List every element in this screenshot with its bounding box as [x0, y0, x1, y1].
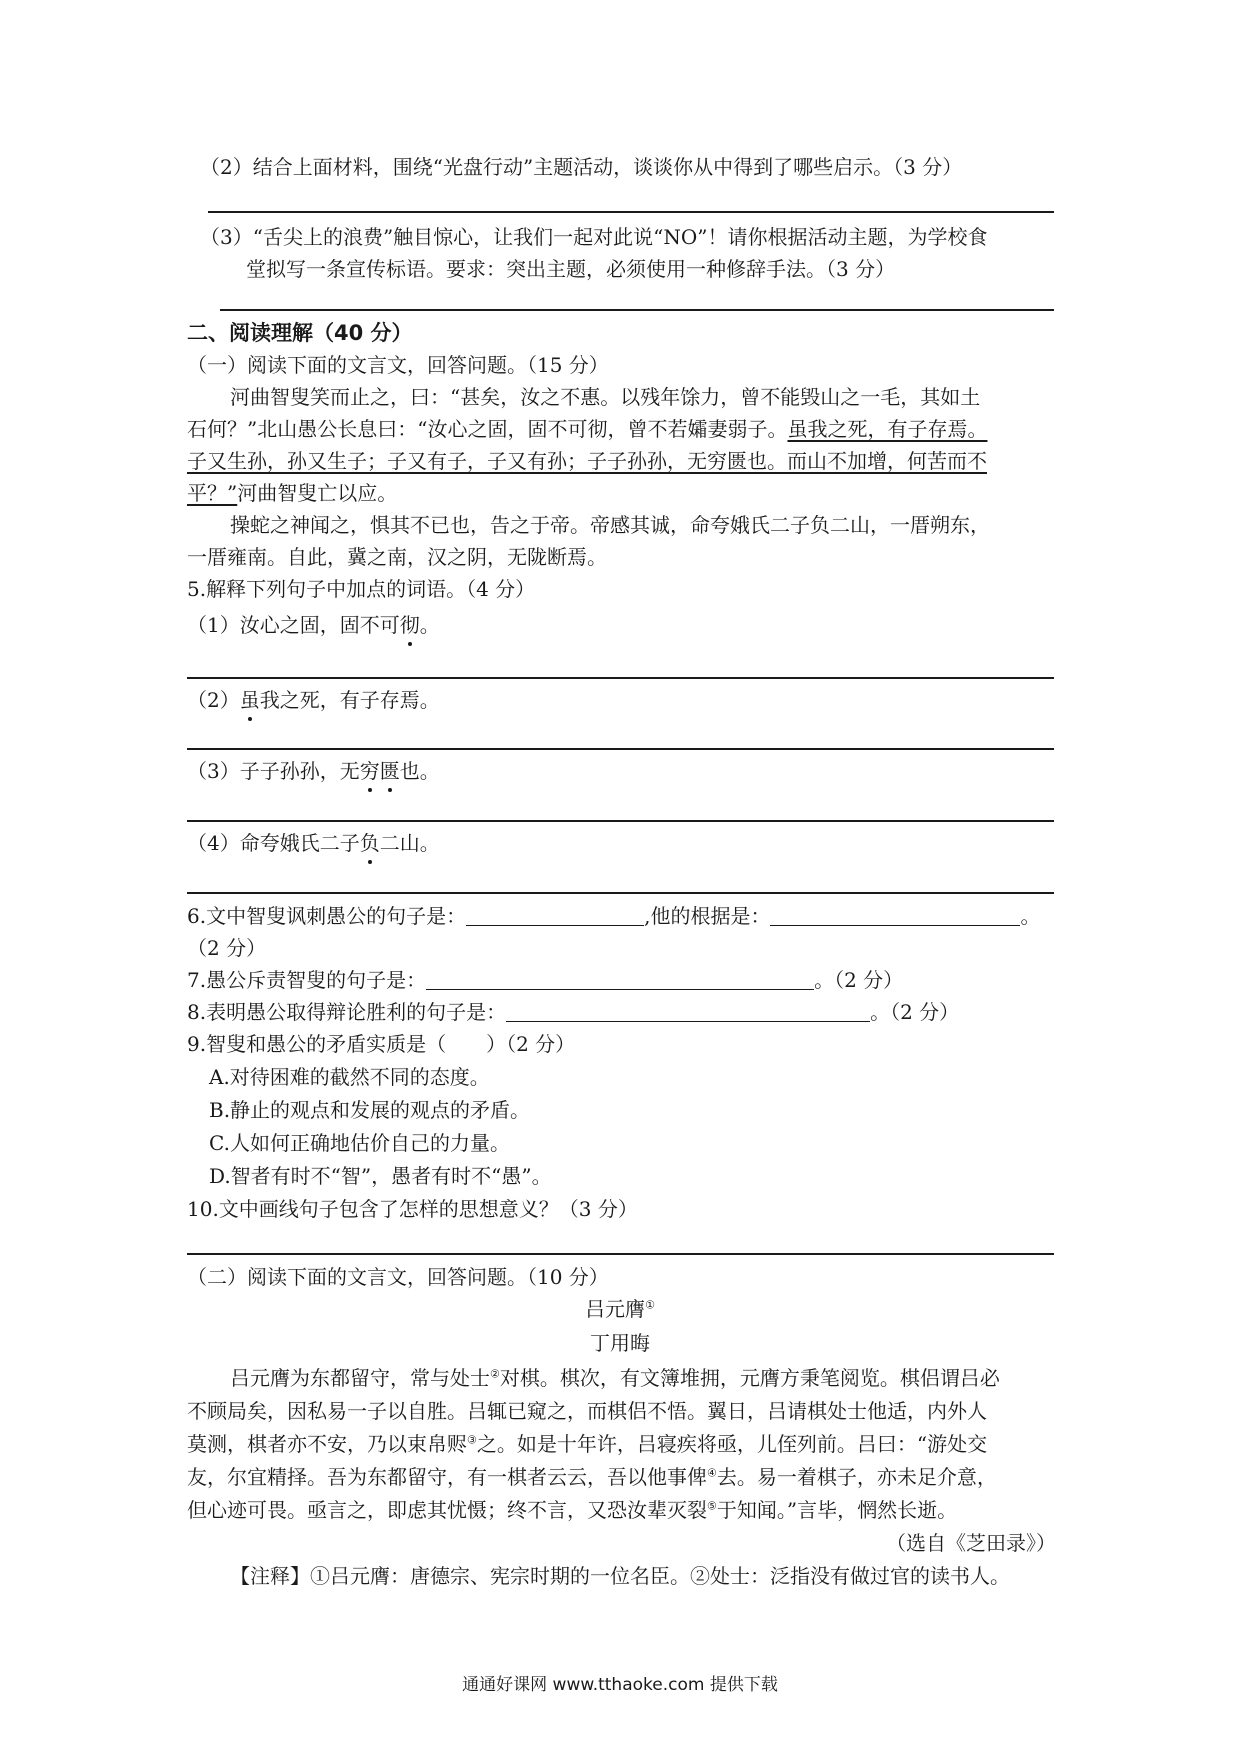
question-2: （2）结合上面材料，围绕“光盘行动”主题活动，谈谈你从中得到了哪些启示。（3 分）: [200, 155, 963, 179]
question-7-text: 7.愚公斥责智叟的句子是：: [187, 968, 427, 992]
passage-1-line-4-text: 河曲智叟亡以应。: [237, 481, 398, 505]
question-6-text: ,他的根据是：: [644, 904, 771, 928]
page-footer: 通通好课网 www.tthaoke.com 提供下载: [462, 1675, 778, 1695]
question-5-item-1: [187, 612, 440, 638]
item-text: （3）子子孙孙，无: [187, 759, 360, 783]
question-5-item-4: [187, 830, 440, 856]
article-title-text: 吕元膺: [585, 1297, 646, 1321]
answer-line-q5-2: [187, 748, 1054, 750]
answer-line-q5-1: [187, 677, 1054, 679]
answer-line-q10: [187, 1253, 1054, 1255]
article-text: 但心迹可畏。亟言之，即虑其忧慑；终不言，又恐汝辈灭裂: [187, 1498, 707, 1522]
item-text: （2）: [187, 688, 240, 712]
answer-line-q2: [208, 211, 1054, 213]
article-line-4: [187, 1464, 997, 1490]
dotted-word: 虽: [239, 688, 260, 712]
answer-blank-q7[interactable]: [426, 971, 814, 990]
question-8: [187, 999, 959, 1025]
article-text: 吕元膺为东都留守，常与处士: [230, 1366, 490, 1390]
dotted-word: 穷: [359, 759, 380, 783]
underlined-sentence-part-3: 平？”: [187, 481, 238, 505]
underlined-sentence-part-1: 虽我之死，有子存焉。: [787, 417, 988, 441]
article-text: 友，尔宜精择。吾为东都留守，有一棋者云云，吾以他事俾: [187, 1465, 707, 1489]
underlined-sentence-part-2: 子又生孙，孙又生子；子又有子，子又有孙；子子孙孙，无穷匮也。而山不加增，何苦而不: [187, 449, 987, 473]
passage-1-line-2-text: 石何？”北山愚公长息曰：“汝心之固，固不可彻，曾不若孀妻弱子。: [187, 417, 788, 441]
item-text: 二山。: [379, 831, 440, 855]
article-line-3: [187, 1431, 987, 1457]
item-text: 也。: [399, 759, 440, 783]
question-6: [187, 903, 1040, 929]
question-5-item-3: [187, 758, 440, 784]
footnote-mark: ③: [467, 1433, 477, 1447]
article-author: 丁用晦: [590, 1331, 650, 1355]
answer-blank-q8[interactable]: [506, 1003, 870, 1022]
passage-2-line-2: 一厝雍南。自此，冀之南，汉之阴，无陇断焉。: [187, 545, 607, 569]
item-text: 我之死，有子存焉。: [259, 688, 440, 712]
article-notes: 【注释】①吕元膺：唐德宗、宪宗时期的一位名臣。②处士：泛指没有做过官的读书人。: [230, 1564, 1010, 1588]
footnote-mark: ①: [645, 1298, 655, 1312]
dotted-word: 彻: [399, 613, 420, 637]
dotted-word: 负: [359, 831, 380, 855]
option-d: D.智者有时不“智”，愚者有时不“愚”。: [209, 1164, 552, 1188]
article-text: 去。易一着棋子，亦未足介意，: [716, 1465, 997, 1489]
passage-1-line-3: [187, 448, 987, 474]
dotted-word: 匮: [379, 759, 400, 783]
answer-blank-q6-a[interactable]: [466, 907, 644, 926]
question-8-text: 。（2 分）: [870, 1000, 960, 1024]
article-line-2: 不顾局矣，因私易一子以自胜。吕辄已窥之，而棋侣不悟。翼日，吕请棋处士他适，内外人: [187, 1399, 987, 1423]
passage-1-line-2: [187, 416, 987, 442]
article-text: 对棋。棋次，有文簿堆拥，元膺方秉笔阅览。棋侣谓吕必: [499, 1366, 1000, 1390]
section-2-heading: 二、阅读理解（40 分）: [187, 321, 413, 345]
article-text: 之。如是十年许，吕寝疾将亟，儿侄列前。吕曰：“游处交: [476, 1432, 988, 1456]
question-5-item-2: [187, 687, 440, 713]
answer-line-q5-4: [187, 892, 1054, 894]
question-9-title: 9.智叟和愚公的矛盾实质是（ ）（2 分）: [187, 1032, 576, 1056]
question-6-score: （2 分）: [187, 936, 267, 960]
option-a: A.对待困难的截然不同的态度。: [209, 1065, 490, 1089]
answer-line-q5-3: [187, 820, 1054, 822]
article-title: [0, 1296, 1240, 1322]
part-1-title: （一）阅读下面的文言文，回答问题。（15 分）: [187, 353, 609, 377]
question-7-text: 。（2 分）: [814, 968, 904, 992]
answer-line-q3: [220, 309, 1054, 311]
question-3-line-2: 堂拟写一条宣传标语。要求：突出主题，必须使用一种修辞手法。（3 分）: [246, 257, 896, 281]
item-text: 。: [419, 613, 440, 637]
article-text: 莫测，棋者亦不安，乃以束帛赆: [187, 1432, 467, 1456]
option-c: C.人如何正确地估价自己的力量。: [209, 1131, 510, 1155]
question-5-title: 5.解释下列句子中加点的词语。（4 分）: [187, 577, 536, 601]
passage-1-line-1: 河曲智叟笑而止之，曰：“甚矣，汝之不惠。以残年馀力，曾不能毁山之一毛，其如土: [230, 385, 981, 409]
question-7: [187, 967, 903, 993]
item-text: （4）命夸娥氏二子: [187, 831, 360, 855]
article-line-5: [187, 1497, 957, 1523]
question-6-text: 。: [1020, 904, 1041, 928]
question-10: 10.文中画线句子包含了怎样的思想意义？（3 分）: [187, 1197, 638, 1221]
footnote-mark: ④: [707, 1466, 717, 1480]
part-2-title: （二）阅读下面的文言文，回答问题。（10 分）: [187, 1265, 609, 1289]
article-line-1: [230, 1365, 1000, 1391]
question-8-text: 8.表明愚公取得辩论胜利的句子是：: [187, 1000, 507, 1024]
passage-2-line-1: 操蛇之神闻之，惧其不已也，告之于帝。帝感其诚，命夸娥氏二子负二山，一厝朔东，: [230, 513, 990, 537]
footnote-mark: ②: [490, 1367, 500, 1381]
article-source: （选自《芝田录》）: [886, 1531, 1056, 1555]
answer-blank-q6-b[interactable]: [770, 907, 1020, 926]
passage-1-line-4: [187, 480, 397, 506]
footnote-mark: ⑤: [707, 1499, 717, 1513]
option-b: B.静止的观点和发展的观点的矛盾。: [209, 1098, 531, 1122]
article-text: 于知闻。”言毕，惘然长逝。: [716, 1498, 958, 1522]
question-3-line-1: （3）“舌尖上的浪费”触目惊心，让我们一起对此说“NO”！请你根据活动主题，为学校食: [200, 225, 988, 249]
question-6-text: 6.文中智叟讽刺愚公的句子是：: [187, 904, 467, 928]
item-text: （1）汝心之固，固不可: [187, 613, 400, 637]
